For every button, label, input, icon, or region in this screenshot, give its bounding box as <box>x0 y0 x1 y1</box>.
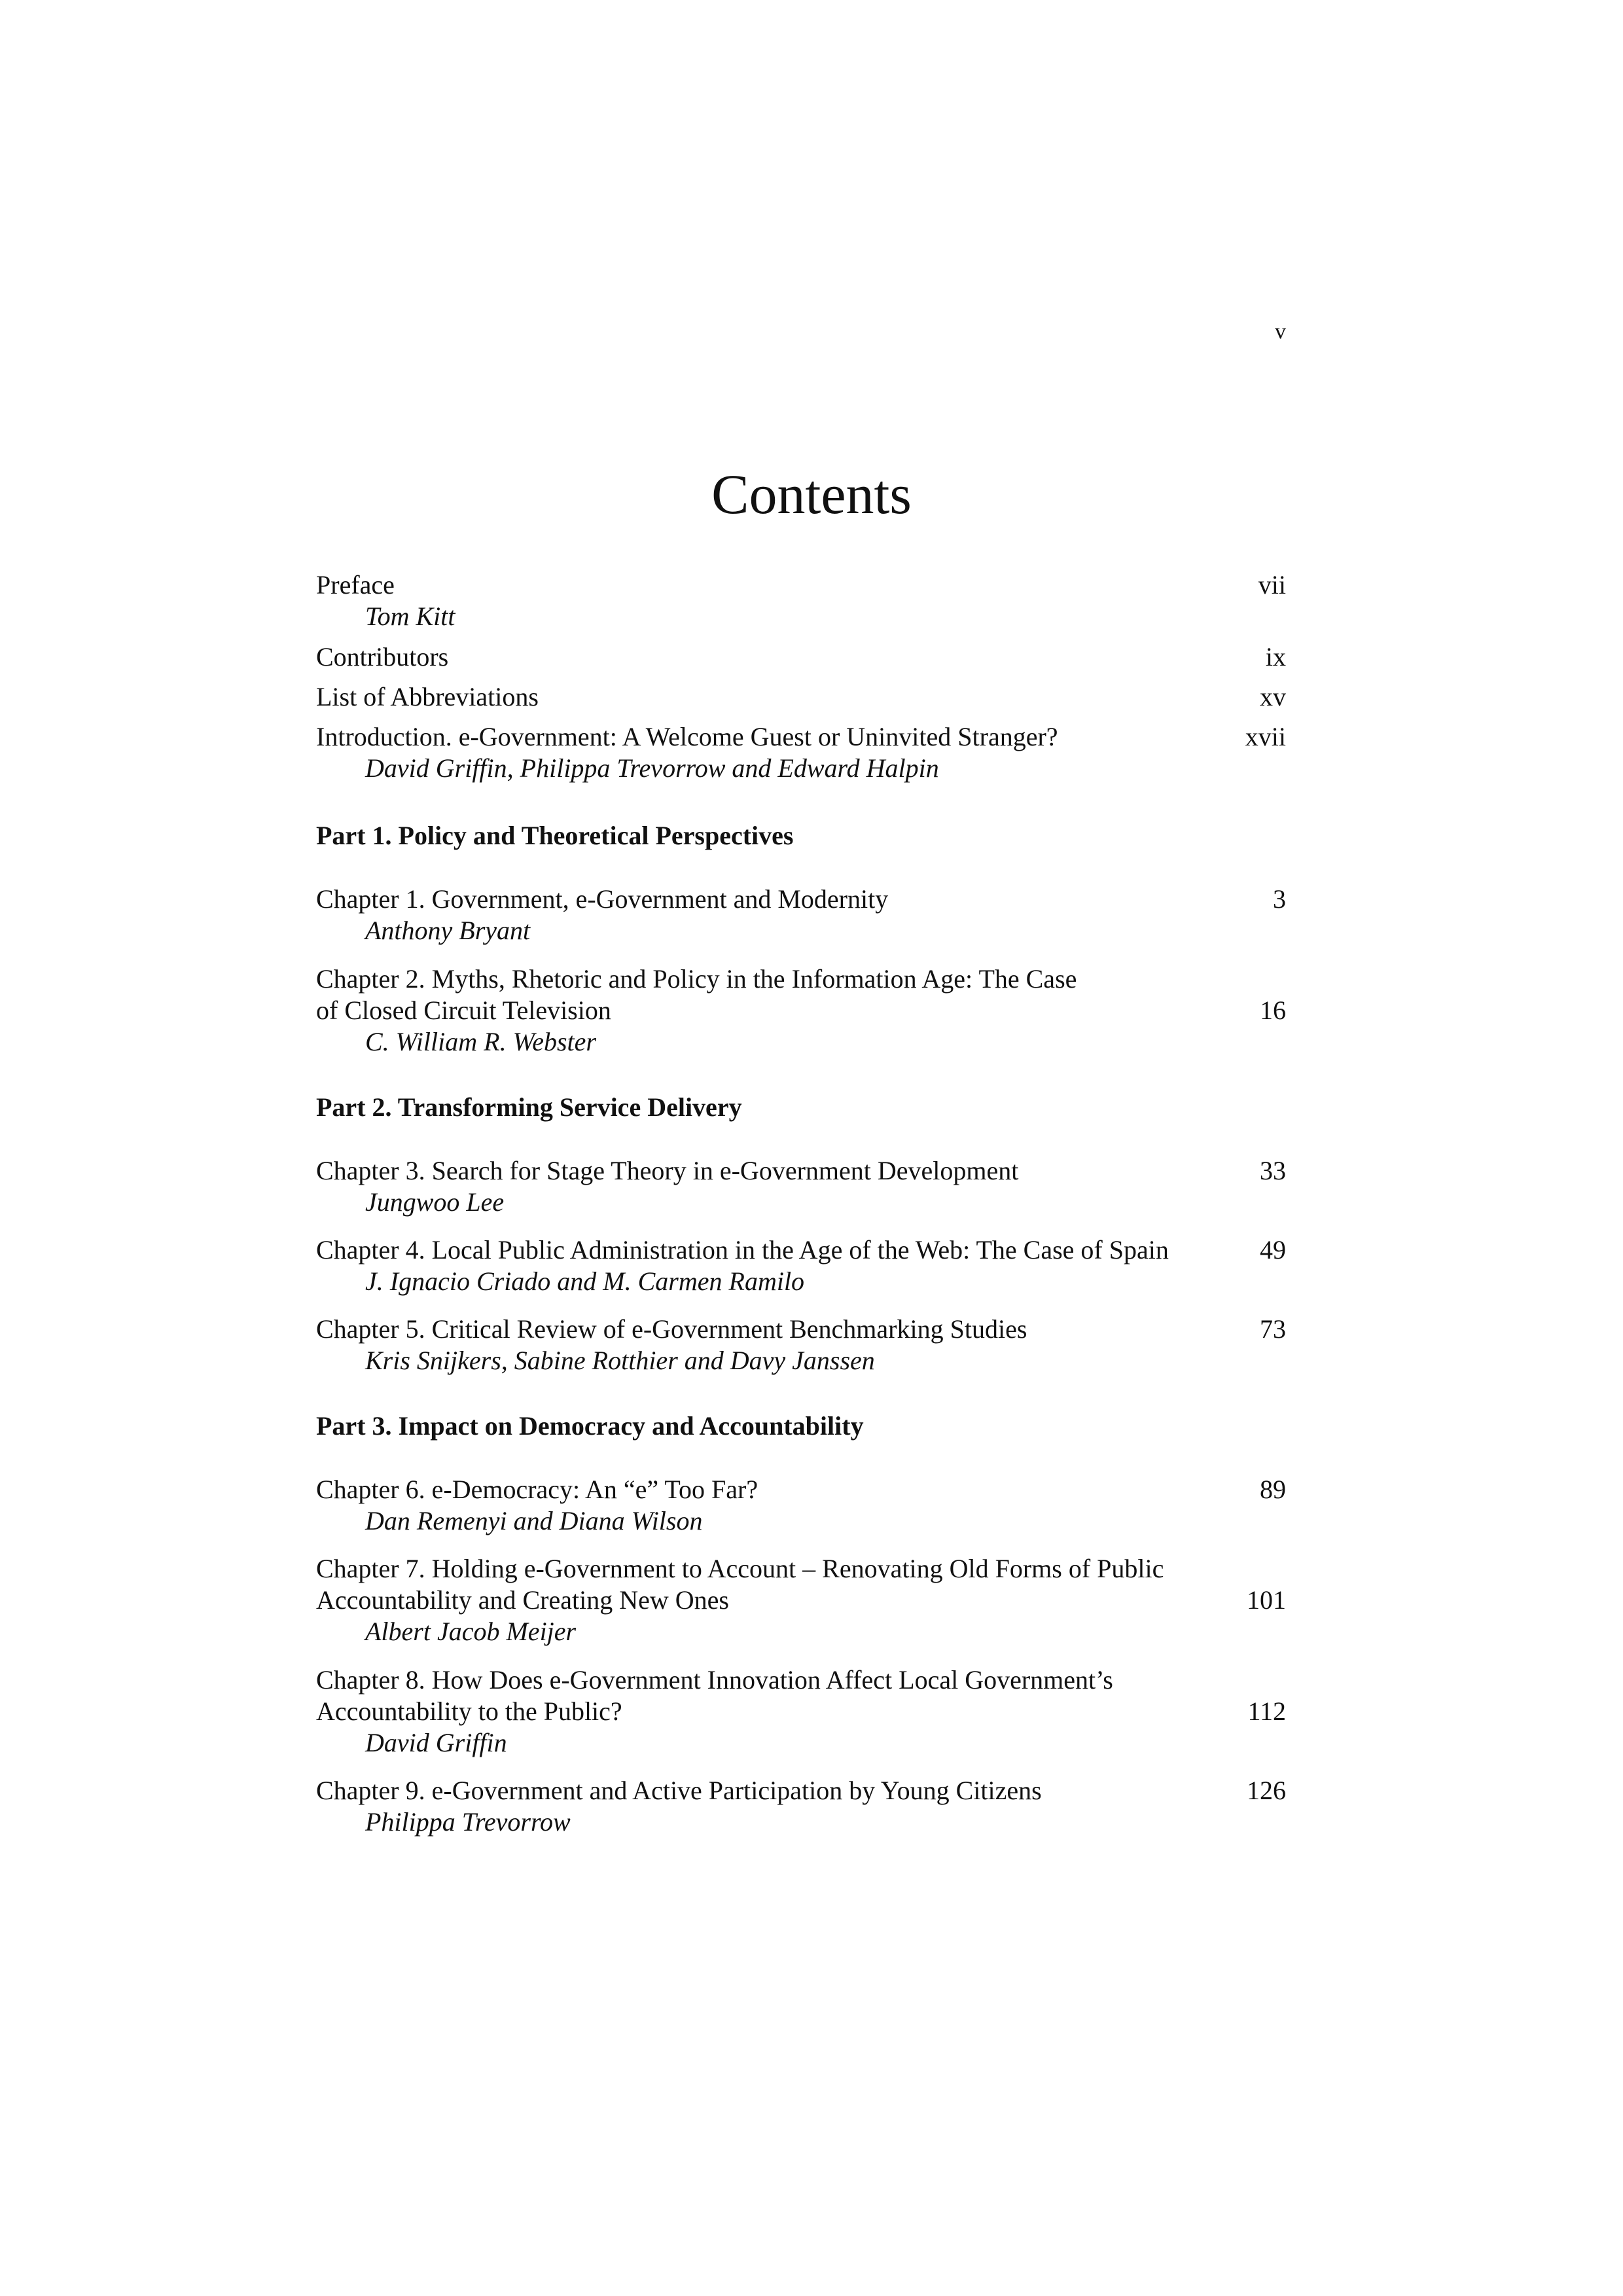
toc-entry-ch2-title-line2[interactable]: of Closed Circuit Television <box>316 996 611 1025</box>
toc-entry-introduction-author: David Griffin, Philippa Trevorrow and Edward Halpin <box>365 753 939 783</box>
toc-entry-ch1-page: 3 <box>1273 884 1286 914</box>
toc-entry-ch7-title-line1[interactable]: Chapter 7. Holding e-Government to Account – Renovating Old Forms of Public <box>316 1554 1164 1583</box>
toc-part-heading-1[interactable]: Part 1. Policy and Theoretical Perspectives <box>316 821 794 850</box>
toc-entry-abbreviations-title[interactable]: List of Abbreviations <box>316 682 539 711</box>
toc-entry-ch3-page: 33 <box>1260 1156 1286 1185</box>
toc-entry-contributors-title[interactable]: Contributors <box>316 642 449 672</box>
toc-entry-introduction-title[interactable]: Introduction. e-Government: A Welcome Guest or Uninvited Stranger? <box>316 722 1058 751</box>
toc-entry-ch5-author: Kris Snijkers, Sabine Rotthier and Davy Janssen <box>365 1346 875 1375</box>
toc-entry-ch7-title-line2[interactable]: Accountability and Creating New Ones <box>316 1585 729 1615</box>
toc-entry-ch4-page: 49 <box>1260 1235 1286 1265</box>
toc-entry-ch7-author: Albert Jacob Meijer <box>365 1617 577 1646</box>
toc-entry-ch1-author: Anthony Bryant <box>365 916 531 945</box>
page-number: v <box>1275 319 1286 344</box>
toc-entry-ch8-author: David Griffin <box>365 1728 507 1757</box>
toc-entry-ch4-title[interactable]: Chapter 4. Local Public Administration in the Age of the Web: The Case of Spain <box>316 1235 1169 1265</box>
toc-entry-ch1-title[interactable]: Chapter 1. Government, e-Government and Modernity <box>316 884 889 914</box>
page-title: Contents <box>711 463 912 526</box>
toc-entry-ch8-page: 112 <box>1247 1696 1286 1726</box>
toc-entry-ch7-page: 101 <box>1247 1585 1286 1615</box>
toc-entry-ch8-title-line2[interactable]: Accountability to the Public? <box>316 1696 622 1726</box>
toc-entry-introduction-page: xvii <box>1245 722 1286 751</box>
toc-entry-preface-title[interactable]: Preface <box>316 570 395 600</box>
toc-entry-ch2-page: 16 <box>1260 996 1286 1025</box>
toc-entry-ch5-title[interactable]: Chapter 5. Critical Review of e-Government Benchmarking Studies <box>316 1314 1027 1344</box>
toc-entry-ch9-author: Philippa Trevorrow <box>365 1807 571 1837</box>
toc-part-heading-2[interactable]: Part 2. Transforming Service Delivery <box>316 1092 742 1122</box>
toc-entry-ch2-author: C. William R. Webster <box>365 1027 596 1056</box>
toc-entry-ch9-page: 126 <box>1247 1776 1286 1805</box>
toc-entry-ch5-page: 73 <box>1260 1314 1286 1344</box>
toc-entry-ch9-title[interactable]: Chapter 9. e-Government and Active Participation by Young Citizens <box>316 1776 1042 1805</box>
toc-entry-ch4-author: J. Ignacio Criado and M. Carmen Ramilo <box>365 1266 805 1296</box>
toc-entry-ch6-title[interactable]: Chapter 6. e-Democracy: An “e” Too Far? <box>316 1475 758 1504</box>
toc-part-heading-3[interactable]: Part 3. Impact on Democracy and Accountability <box>316 1411 864 1441</box>
toc-entry-ch8-title-line1[interactable]: Chapter 8. How Does e-Government Innovation Affect Local Government’s <box>316 1665 1113 1695</box>
toc-entry-preface-page: vii <box>1258 570 1286 600</box>
toc-entry-ch2-title-line1[interactable]: Chapter 2. Myths, Rhetoric and Policy in the Information Age: The Case <box>316 964 1077 994</box>
toc-entry-ch3-author: Jungwoo Lee <box>365 1187 505 1217</box>
toc-entry-ch6-page: 89 <box>1260 1475 1286 1504</box>
toc-entry-ch6-author: Dan Remenyi and Diana Wilson <box>365 1506 703 1535</box>
toc-entry-preface-author: Tom Kitt <box>365 601 455 631</box>
toc-entry-ch3-title[interactable]: Chapter 3. Search for Stage Theory in e-Government Development <box>316 1156 1019 1185</box>
toc-entry-contributors-page: ix <box>1265 642 1286 672</box>
toc-entry-abbreviations-page: xv <box>1260 682 1286 711</box>
